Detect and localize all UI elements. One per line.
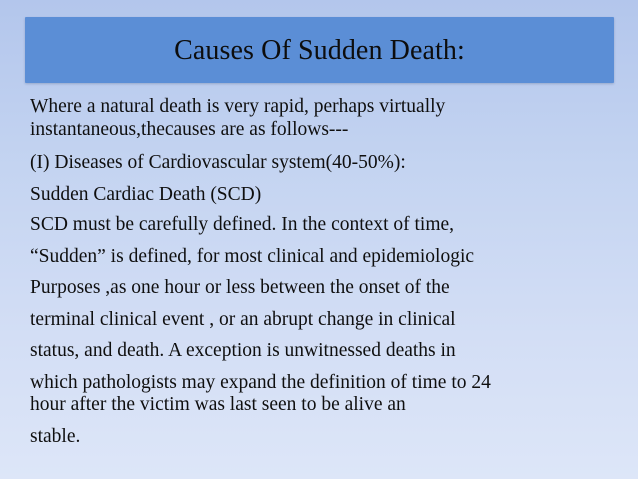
body-line: “Sudden” is defined, for most clinical and epidemiologic bbox=[30, 246, 475, 267]
body-line: instantaneous,thecauses are as follows--- bbox=[30, 119, 349, 140]
body-line: Where a natural death is very rapid, perhaps virtually bbox=[30, 96, 446, 117]
body-line: which pathologists may expand the definition of time to 24 bbox=[30, 372, 491, 393]
body-line: stable. bbox=[30, 426, 81, 447]
body-line: Sudden Cardiac Death (SCD) bbox=[30, 184, 262, 205]
body-line: (I) Diseases of Cardiovascular system(40-50%): bbox=[30, 152, 406, 173]
body-line: status, and death. A exception is unwitnessed deaths in bbox=[30, 340, 456, 361]
body-line: terminal clinical event , or an abrupt change in clinical bbox=[30, 309, 456, 330]
slide-title: Causes Of Sudden Death: bbox=[174, 35, 465, 66]
title-bar bbox=[25, 17, 614, 83]
body-line: hour after the victim was last seen to be alive an bbox=[30, 394, 406, 415]
body-line: SCD must be carefully defined. In the context of time, bbox=[30, 214, 455, 235]
body-line: Purposes ,as one hour or less between the onset of the bbox=[30, 277, 450, 298]
